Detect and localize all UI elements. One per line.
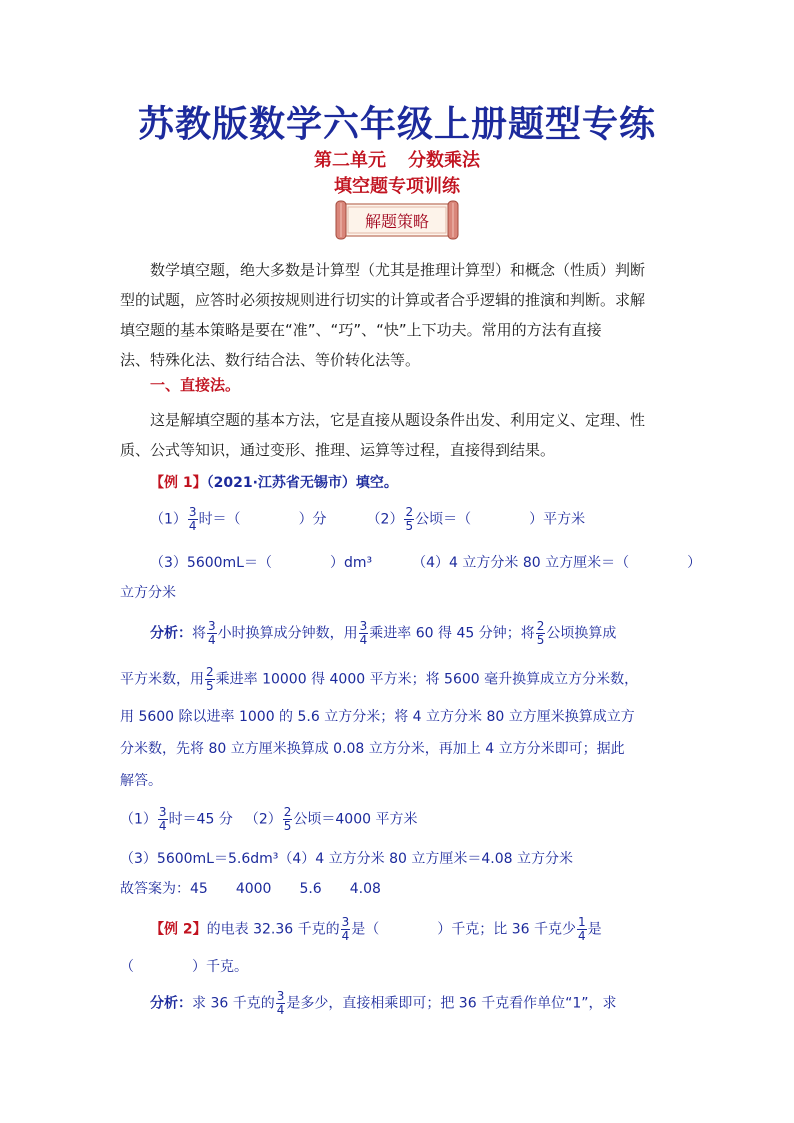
example-1-analysis-line-1: 分析：将 $\frac{3}{4}$ 小时换算成分钟数，用 $\frac{3}{4}$ 乘进率 60 得 45 分钟；将 $\frac{2}{5}$ 公顷换算成 (150, 619, 617, 647)
example-2-label: 【例 2】 (150, 921, 207, 938)
intro-line-4: 法、特殊化法、数行结合法、等价转化法等。 (120, 351, 421, 369)
fraction: $\frac{3}{4}$ (341, 915, 350, 943)
page-subtitle: 填空题专项训练 (334, 176, 460, 197)
example-1-question-4-continued: 立方分米 (120, 585, 176, 601)
method-heading: 一、直接法。 (150, 376, 241, 394)
example-1-analysis-line-5: 解答。 (120, 773, 162, 789)
unit-heading (0, 146, 794, 172)
example-1-answer-row-2: （3）5600mL＝5.6dm³（4）4 立方分米 80 立方厘米＝4.08 立方分米 (120, 851, 573, 867)
intro-line-2: 型的试题，应答时必须按规则进行切实的计算或者合乎逻辑的推演和判断。求解 (120, 291, 646, 309)
fraction: $\frac{2}{5}$ (283, 805, 292, 833)
example-2-question-continued: （ ）千克。 (120, 959, 248, 975)
method-line-2: 质、公式等知识，通过变形、推理、运算等过程，直接得到结果。 (120, 441, 556, 459)
fraction: $\frac{3}{4}$ (158, 805, 167, 833)
page-title: 苏教版数学六年级上册题型专练 (137, 103, 656, 145)
method-line-1: 这是解填空题的基本方法，它是直接从题设条件出发、利用定义、定理、性 (150, 411, 646, 429)
fraction: $\frac{2}{5}$ (536, 619, 545, 647)
strategy-badge-text: 解题策略 (364, 212, 429, 231)
fraction: $\frac{3}{4}$ (188, 505, 197, 533)
fraction: $\frac{3}{4}$ (208, 619, 216, 647)
example-1-questions-row-1: （1） $\frac{3}{4}$ 时＝（ ）分 （2） $\frac{2}{5}$ 公顷＝（ ）平方米 (150, 505, 586, 533)
example-2-question: 【例 2】的电表 32.36 千克的 $\frac{3}{4}$ 是（ ）千克；比 36 千克少 $\frac{1}{4}$ 是 (150, 915, 602, 943)
example-1-source: （2021·江苏省无锡市）填空。 (206, 475, 398, 491)
intro-line-3: 填空题的基本策略是要在“准”、“巧”、“快”上下功夫。常用的方法有直接 (120, 321, 602, 339)
intro-line-1: 数学填空题，绝大多数是计算型（尤其是推理计算型）和概念（性质）判断 (150, 261, 646, 279)
example-1-analysis-line-3: 用 5600 除以进率 1000 的 5.6 立方分米；将 4 立方分米 80 立方厘米换算成立方 (120, 709, 635, 725)
fraction: $\frac{3}{4}$ (276, 989, 285, 1017)
fraction: $\frac{2}{5}$ (405, 505, 414, 533)
unit-label: 第二单元 (314, 150, 386, 171)
example-1-label: 【例 1】 (150, 475, 207, 491)
example-1-questions-row-2: （3）5600mL＝（ ）dm³ （4）4 立方分米 80 立方厘米＝（ ） (150, 555, 702, 571)
fraction: $\frac{2}{5}$ (206, 665, 214, 693)
example-1-answer-row-1: （1） $\frac{3}{4}$ 时＝45 分 （2） $\frac{2}{5}$ 公顷＝4000 平方米 (120, 805, 418, 833)
fraction: $\frac{3}{4}$ (359, 619, 368, 647)
strategy-scroll-banner (334, 200, 460, 240)
example-1-analysis-line-4: 分米数，先将 80 立方厘米换算成 0.08 立方分米，再加上 4 立方分米即可；据此 (120, 741, 625, 757)
example-2-analysis-line-1: 分析：求 36 千克的 $\frac{3}{4}$ 是多少，直接相乘即可；把 36 千克看作单位“1”，求 (150, 989, 617, 1017)
fraction: $\frac{1}{4}$ (577, 915, 586, 943)
example-1-analysis-line-2: 平方米数，用 $\frac{2}{5}$ 乘进率 10000 得 4000 平方米；将 5600 毫升换算成立方分米数， (120, 665, 639, 693)
topic-label: 分数乘法 (408, 150, 480, 171)
example-1-final-answer: 故答案为：45 4000 5.6 4.08 (120, 881, 381, 897)
example-1-heading (150, 472, 398, 492)
